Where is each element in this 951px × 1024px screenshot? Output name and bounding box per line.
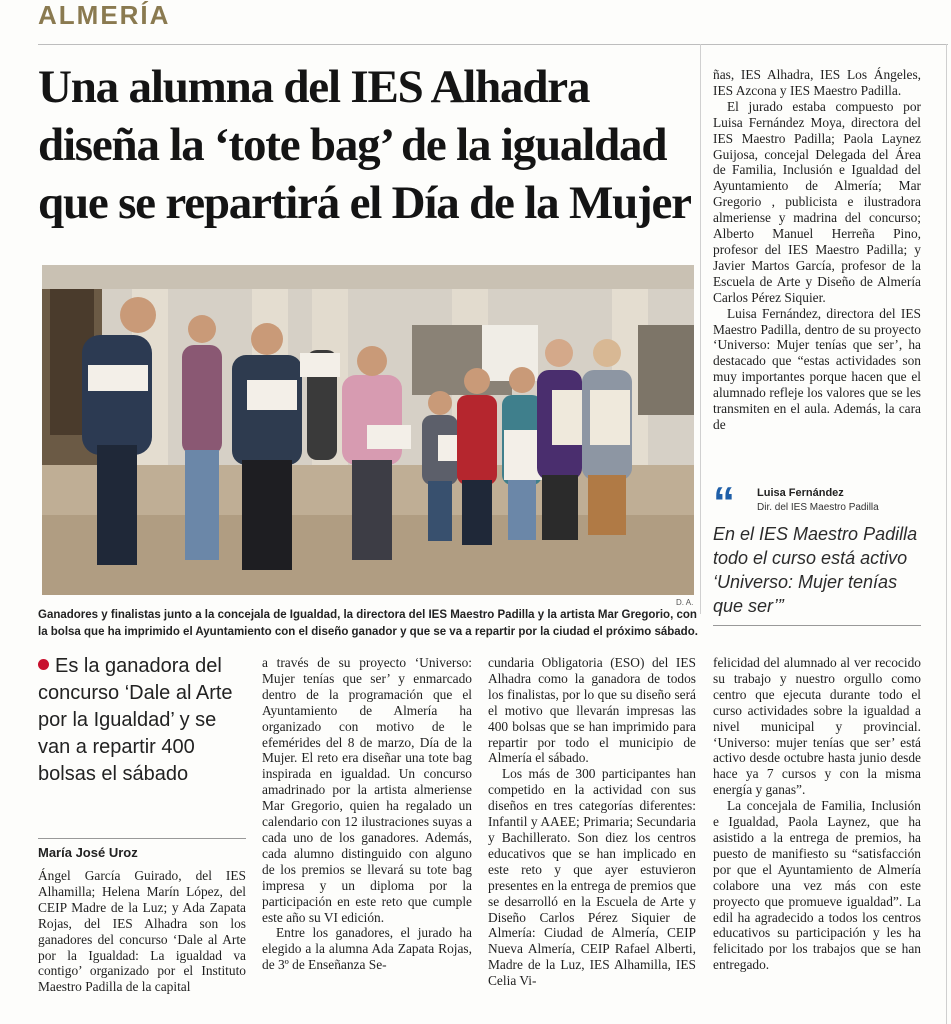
top-rule (38, 44, 948, 45)
body-column-2 (262, 655, 472, 973)
subheadline (38, 653, 246, 788)
headline: Una alumna del IES Alhadra diseña la ‘tote bag’ de la igualdad que se repartirá el Día de la Mujer (38, 61, 691, 229)
quote-mark-icon: “ (713, 478, 735, 527)
body-paragraph: ñas, IES Alhadra, IES Los Ángeles, IES Azcona y IES Maestro Padilla. (713, 67, 921, 98)
body-column-3 (488, 655, 696, 989)
body-column-right-top (713, 67, 921, 433)
body-paragraph: cundaria Obligatoria (ESO) del IES Alhadra como la ganadora de todos los finalistas, por lo que su diseño será el motivo que llevarán impresas las 400 bolsas que se han imprimido para repartir por todo el municipio de Almería el sábado. (488, 655, 696, 766)
body-paragraph: a través de su proyecto ‘Universo: Mujer tenías que ser’ y enmarcado dentro de la programación que el Ayuntamiento de Almería ha organizado con motivo de le efemérides del 8 de marzo, Día de la Mujer. El reto era diseñar una tote bag inspirada en igualdad. Un concurso amadrinado por la artista almeriense Mar Gregorio, quien ha regalado un calendario con 12 ilustraciones suyas a cada uno de los ganadores. Además, cada alumno distinguido con alguno de los premios se llevará su tote bag impresa y un diploma por la participación en este reto que cumple este año su VI edición. (262, 655, 472, 925)
group-photo-illustration (42, 265, 694, 595)
body-paragraph: El jurado estaba compuesto por Luisa Fernández Moya, directora del IES Maestro Padilla; Paola Laynez Guijosa, concejal Delegada del Área de Familia, Inclusión e Igualdad del Ayuntamiento de Almería; Mar Gregorio , publicista e ilustradora almeriense y madrina del concurso; Alberto Manuel Herreña Pino, profesor del IES Maestro Padilla; y Javier Martos García, profesor de la Escuela de Arte y Diseño de Almería Carlos Pérez Siquier. (713, 98, 921, 305)
quote-divider (713, 625, 921, 626)
body-paragraph: Luisa Fernández, directora del IES Maestro Padilla, dentro de su proyecto ‘Universo: Mujer tenías que ser’, ha destacado que “estas actividades son muy importantes porque hacen que el alumnado refleje los valores que se les transmiten en el aula. Además, la cara de (713, 305, 921, 432)
quote-author-role: Dir. del IES Maestro Padilla (757, 502, 879, 513)
body-paragraph: Ángel García Guirado, del IES Alhamilla; Helena Marín López, del CEIP Madre de la Luz; y Ada Zapata Rojas, del IES Alhadra son los ganadores del concurso ‘Dale al Arte por la Igualdad: La igualdad va contigo’ organizado por el Instituto Maestro Padilla de la capital (38, 868, 246, 995)
body-paragraph: La concejala de Familia, Inclusión e Igualdad, Paola Laynez, que ha asistido a la entrega de premios, ha puesto de manifiesto su “satisfacción por que el Ayuntamiento de Almería colabore una vez más con este proyecto que promueve igualdad”. La edil ha agradecido a todos los centros educativos su participación y les ha felicitado por los trabajos que se han entregado. (713, 798, 921, 973)
body-paragraph: felicidad del alumnado al ver recocido su trabajo y nuestro orgullo como centro que ejecuta durante todo el curso actividades sobre la igualdad a nivel municipal y provincial. ‘Universo: mujer tenías que ser’ está activo desde octubre hasta junio desde hace ya 7 cursos y con la misma energía y ganas”. (713, 655, 921, 798)
pull-quote: En el IES Maestro Padilla todo el curso está activo ‘Universo: Mujer tenías que ser’” (713, 524, 918, 616)
byline-divider (38, 838, 246, 839)
photo-credit: D. A. (676, 598, 694, 607)
byline: María José Uroz (38, 845, 138, 860)
body-paragraph: Entre los ganadores, el jurado ha elegido a la alumna Ada Zapata Rojas, de 3º de Enseñanza Se- (262, 925, 472, 973)
subheadline-text: Es la ganadora del concurso ‘Dale al Arte por la Igualdad’ y se van a repartir 400 bolsas el sábado (38, 655, 233, 785)
quote-author-name: Luisa Fernández (757, 487, 844, 499)
column-rule (700, 44, 701, 614)
red-bullet-icon (38, 659, 49, 670)
news-photo (42, 265, 694, 595)
body-paragraph: Los más de 300 participantes han competido en la actividad con sus diseños en tres categorías diferentes: Infantil y AAEE; Primaria; Secundaria y Bachillerato. Son diez los centros educativos que se han implicado en este reto y que ayer estuvieron presentes en la entrega de premios que se desarrolló en la Escuela de Arte y Diseño Carlos Pérez Siquier de Almería: Ciudad de Almería, CEIP Nueva Almería, CEIP Rafael Alberti, Madre de la Luz, IES Alhamilla, IES Celia Vi- (488, 766, 696, 989)
body-column-4 (713, 655, 921, 973)
photo-caption: Ganadores y finalistas junto a la concejala de Igualdad, la directora del IES Maestro Padilla y la artista Mar Gregorio, con la bolsa que ha imprimido el Ayuntamiento con el diseño ganador y que se va a repartir por la ciudad el próximo sábado. (38, 609, 698, 638)
section-label: ALMERÍA (38, 0, 171, 30)
body-column-1 (38, 868, 246, 995)
page-edge-rule (946, 44, 947, 1024)
